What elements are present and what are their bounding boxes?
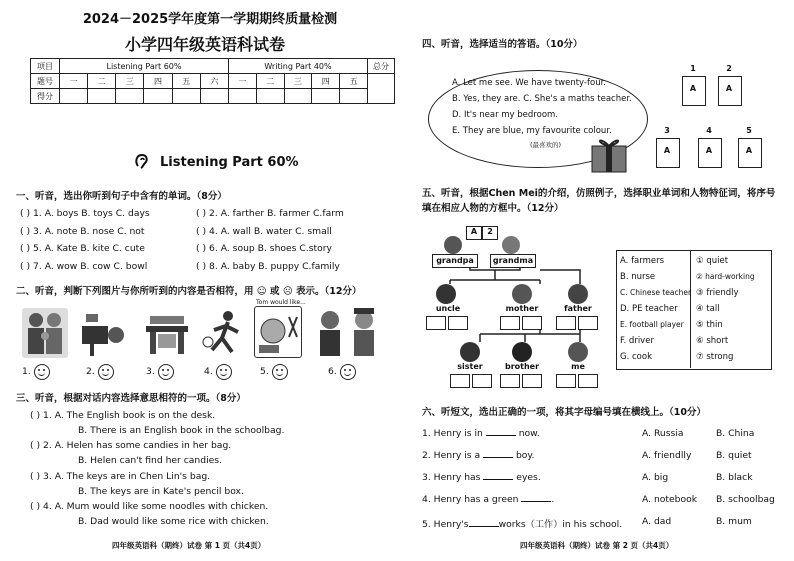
score-entry-cell[interactable]	[284, 89, 312, 104]
person-label: mother	[505, 304, 539, 313]
score-table	[30, 58, 395, 104]
grandma-avatar	[502, 236, 520, 254]
smiley-face-icon[interactable]	[216, 364, 232, 380]
answer-box[interactable]	[522, 316, 542, 330]
picture-number: 4.	[204, 366, 213, 377]
question-option: B. China	[716, 428, 755, 439]
gift-number: 1	[690, 64, 696, 73]
job-option: E. football player	[620, 320, 684, 329]
question-item: ( ) 1. A. boys B. toys C. days	[20, 208, 150, 219]
picture-number: 5.	[260, 366, 269, 377]
smiley-face-icon[interactable]	[98, 364, 114, 380]
exam-title-subject: 小学四年级英语科试卷	[124, 35, 285, 54]
question-item: ( ) 3. A. note B. nose C. not	[20, 226, 145, 237]
gift-box-icon	[586, 134, 632, 174]
question-option: B. quiet	[716, 450, 752, 461]
job-option: D. PE teacher	[620, 304, 678, 314]
answer-blank[interactable]	[521, 501, 551, 502]
trait-option: ② hard-working	[696, 272, 755, 281]
question-item: ( ) 1. A. The English book is on the desk.	[30, 410, 216, 421]
score-table-cell: 得分	[31, 89, 60, 104]
job-option: F. driver	[620, 336, 654, 346]
question-item: ( ) 2. A. Helen has some candies in her bag.	[30, 440, 232, 451]
score-entry-cell[interactable]	[60, 89, 88, 104]
score-table-cell: 一	[229, 74, 257, 89]
gift-number: 3	[664, 126, 670, 135]
job-option: B. nurse	[620, 272, 656, 282]
answer-box[interactable]	[578, 374, 598, 388]
question-item: ( ) 8. A. baby B. puppy C.family	[196, 261, 340, 272]
answer-blank[interactable]	[483, 457, 513, 458]
score-entry-cell[interactable]	[172, 89, 200, 104]
person-label: sister	[457, 362, 483, 371]
score-table-cell: 一	[60, 74, 88, 89]
father-avatar	[568, 284, 588, 304]
question-option: B. The keys are in Kate's pencil box.	[78, 486, 244, 497]
brother-avatar	[512, 342, 532, 362]
example-answer-box[interactable]: A	[466, 226, 482, 240]
answer-option: D. It's near my bedroom.	[452, 110, 559, 120]
score-table-cell: Writing Part 40%	[229, 59, 368, 74]
job-option: A. farmers	[620, 256, 665, 266]
job-option: C. Chinese teacher	[620, 288, 692, 297]
grandpa-avatar	[444, 236, 462, 254]
score-entry-cell[interactable]	[200, 89, 228, 104]
question-item	[422, 516, 622, 530]
picture-caption: Tom would like...	[256, 299, 306, 306]
score-table-cell: 二	[256, 74, 284, 89]
score-entry-cell[interactable]	[256, 89, 284, 104]
score-table-cell: 四	[144, 74, 172, 89]
question-item: ( ) 2. A. farther B. farmer C.farm	[196, 208, 344, 219]
gift-letter: A	[689, 84, 697, 93]
food-plate-picture	[254, 306, 302, 358]
answer-blank[interactable]	[483, 479, 513, 480]
question-item: ( ) 3. A. The keys are in Chen Lin's bag.	[30, 471, 211, 482]
question-option: B. mum	[716, 516, 752, 527]
me-avatar	[568, 342, 588, 362]
score-table-cell: 总分	[368, 59, 395, 74]
question-option: A. big	[642, 472, 669, 483]
score-entry-cell[interactable]	[312, 89, 340, 104]
gift-number: 5	[746, 126, 752, 135]
question-text: works（工作）in his school.	[498, 519, 623, 530]
section-6-title: 六、听短文，选出正确的一项，将其字母编号填在横线上。（10分）	[422, 407, 706, 418]
total-score-cell[interactable]	[368, 74, 395, 104]
section-3-title: 三、听音，根据对话内容选择意思相符的一项。（8分）	[16, 393, 246, 404]
question-item	[422, 428, 540, 439]
answer-box[interactable]	[500, 374, 520, 388]
score-table-cell: 三	[116, 74, 144, 89]
person-label: uncle	[435, 304, 461, 313]
question-text: 4. Henry has a green	[422, 494, 519, 505]
example-answer-box[interactable]: 2	[482, 226, 498, 240]
answer-box[interactable]	[522, 374, 542, 388]
trait-option: ⑥ short	[696, 336, 729, 346]
trait-option: ④ tall	[696, 304, 720, 314]
person-label: grandpa	[432, 254, 478, 268]
question-text: eyes.	[516, 472, 541, 483]
score-table-cell: 四	[312, 74, 340, 89]
person-label: grandma	[490, 254, 536, 268]
picture-number: 3.	[146, 366, 155, 377]
person-label: me	[571, 362, 585, 371]
sister-avatar	[460, 342, 480, 362]
smiley-face-icon[interactable]	[158, 364, 174, 380]
smiley-face-icon[interactable]	[34, 364, 50, 380]
gift-letter: A	[725, 84, 733, 93]
gift-letter: A	[663, 146, 671, 155]
answer-box[interactable]	[556, 374, 576, 388]
trait-option: ⑦ strong	[696, 352, 734, 362]
score-table-cell: 五	[172, 74, 200, 89]
score-entry-cell[interactable]	[88, 89, 116, 104]
score-table-cell: 六	[200, 74, 228, 89]
score-entry-cell[interactable]	[116, 89, 144, 104]
answer-option: B. Yes, they are. C. She's a maths teacher.	[452, 94, 632, 104]
answer-blank[interactable]	[486, 435, 516, 436]
question-item: ( ) 4. A. wall B. water C. small	[196, 226, 332, 237]
section-2-title: 二、听音，判断下列图片与你所听到的内容是否相符，用 ☺ 或 ☹ 表示。（12分）	[16, 286, 362, 297]
job-option: G. cook	[620, 352, 652, 362]
score-table-cell: 二	[88, 74, 116, 89]
trait-option: ⑤ thin	[696, 320, 723, 330]
answer-option: A. Let me see. We have twenty-four.	[452, 78, 606, 88]
family-picture	[22, 308, 68, 358]
answer-box[interactable]	[472, 374, 492, 388]
answer-box[interactable]	[556, 316, 576, 330]
question-text: 1. Henry is in	[422, 428, 483, 439]
page-footer: 四年级英语科（期终）试卷 第 2 页（共4页）	[520, 541, 674, 550]
question-item	[422, 494, 554, 505]
answer-blank[interactable]	[469, 526, 499, 527]
ear-icon	[132, 152, 152, 172]
word-bank-divider	[690, 250, 691, 368]
person-label: father	[564, 304, 592, 313]
question-option: A. friendlly	[642, 450, 692, 461]
score-table-cell: Listening Part 60%	[60, 59, 229, 74]
section-5-title: 五、听音，根据Chen Mei的介绍，仿照例子，选择职业单词和人物特征词，将序号填在相应人物的方框中。（12分）	[422, 188, 776, 214]
answer-box[interactable]	[426, 316, 446, 330]
person-label: brother	[504, 362, 540, 371]
question-option: B. Dad would like some rice with chicken.	[78, 516, 269, 527]
gift-number: 2	[726, 64, 732, 73]
smiley-face-icon[interactable]	[340, 364, 356, 380]
answer-box[interactable]	[450, 374, 470, 388]
picture-number: 6.	[328, 366, 337, 377]
trait-option: ① quiet	[696, 256, 729, 266]
score-table-cell: 题号	[31, 74, 60, 89]
desk-picture	[142, 310, 192, 356]
score-table-cell: 三	[284, 74, 312, 89]
nurse-and-cook-picture	[312, 306, 384, 358]
gift-letter: A	[745, 146, 753, 155]
right-page	[400, 0, 794, 561]
score-entry-cell[interactable]	[340, 89, 368, 104]
question-text: .	[551, 494, 555, 505]
section-4-title: 四、听音，选择适当的答语。（10分）	[422, 39, 583, 50]
question-option: B. schoolbag	[716, 494, 775, 505]
translation-note: (最喜欢的)	[530, 141, 562, 149]
question-text: boy.	[515, 450, 535, 461]
score-entry-cell[interactable]	[229, 89, 257, 104]
uncle-avatar	[436, 284, 456, 304]
question-option: A. dad	[642, 516, 672, 527]
question-item: ( ) 4. A. Mum would like some noodles with chicken.	[30, 501, 269, 512]
question-item	[422, 450, 534, 461]
question-option: B. black	[716, 472, 753, 483]
section-1-title: 一、听音，选出你听到句子中含有的单词。（8分）	[16, 191, 227, 202]
score-entry-cell[interactable]	[144, 89, 172, 104]
question-item	[422, 472, 541, 483]
mother-avatar	[512, 284, 532, 304]
question-text: 3. Henry has	[422, 472, 481, 483]
question-item: ( ) 5. A. Kate B. kite C. cute	[20, 243, 145, 254]
question-option: A. Russia	[642, 428, 684, 439]
football-player-picture	[200, 308, 246, 358]
exam-title-year: 2024－2025学年度第一学期期终质量检测	[82, 12, 338, 27]
gift-number: 4	[706, 126, 712, 135]
answer-option: E. They are blue, my favourite colour.	[452, 126, 612, 136]
smiley-face-icon[interactable]	[272, 364, 288, 380]
question-item: ( ) 7. A. wow B. cow C. bowl	[20, 261, 148, 272]
question-text: now.	[518, 428, 540, 439]
listening-heading: Listening Part 60%	[160, 155, 299, 170]
score-table-cell: 项目	[31, 59, 60, 74]
picture-number: 1.	[22, 366, 31, 377]
question-text: 5. Henry's	[422, 519, 469, 530]
question-option: B. Helen can't find her candies.	[78, 455, 222, 466]
gift-letter: A	[705, 146, 713, 155]
picture-number: 2.	[86, 366, 95, 377]
trait-option: ③ friendly	[696, 288, 739, 298]
question-option: A. notebook	[642, 494, 698, 505]
answer-box[interactable]	[500, 316, 520, 330]
question-text: 2. Henry is a	[422, 450, 481, 461]
question-option: B. There is an English book in the schoolbag.	[78, 425, 285, 436]
page-footer: 四年级英语科（期终）试卷 第 1 页（共4页）	[112, 541, 266, 550]
answer-box[interactable]	[448, 316, 468, 330]
question-item: ( ) 6. A. soup B. shoes C.story	[196, 243, 332, 254]
answer-box[interactable]	[578, 316, 598, 330]
projector-picture	[78, 308, 130, 358]
score-table-cell: 五	[340, 74, 368, 89]
